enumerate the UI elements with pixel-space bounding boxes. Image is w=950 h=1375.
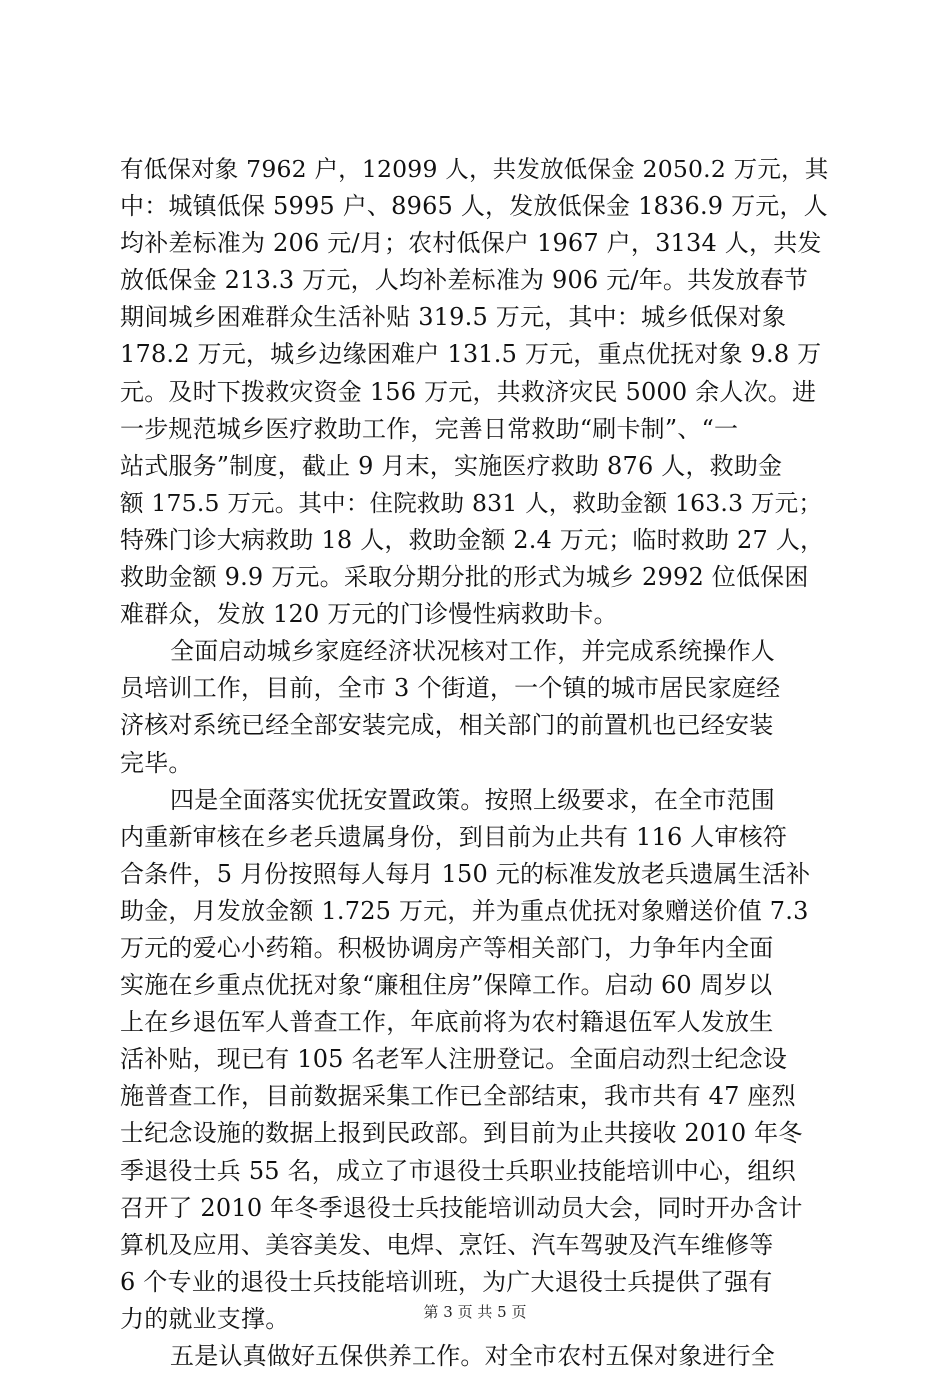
text-line: 季退役士兵 55 名，成立了市退役士兵职业技能培训中心，组织	[120, 1156, 796, 1185]
text-line: 实施在乡重点优抚对象“廉租住房”保障工作。启动 60 周岁以	[120, 971, 773, 1000]
text-line: 期间城乡困难群众生活补贴 319.5 万元，其中：城乡低保对象	[120, 303, 787, 332]
text-line: 召开了 2010 年冬季退役士兵技能培训动员大会，同时开办含计	[120, 1193, 803, 1222]
text-line: 士纪念设施的数据上报到民政部。到目前为止共接收 2010 年冬	[120, 1119, 803, 1148]
document-body	[120, 151, 836, 1375]
text-line: 万元的爱心小药箱。积极协调房产等相关部门，力争年内全面	[120, 933, 774, 962]
text-line: 难群众，发放 120 万元的门诊慢性病救助卡。	[120, 600, 618, 629]
text-line: 有低保对象 7962 户，12099 人，共发放低保金 2050.2 万元，其	[120, 155, 829, 183]
text-line: 特殊门诊大病救助 18 人，救助金额 2.4 万元；临时救助 27 人，	[120, 525, 825, 554]
page-footer	[0, 1302, 950, 1322]
text-line: 放低保金 213.3 万元，人均补差标准为 906 元/年。共发放春节	[120, 266, 809, 295]
text-line: 完毕。	[120, 748, 193, 777]
page-number-label: 第 3 页 共 5 页	[423, 1303, 527, 1321]
text-line: 合条件，5 月份按照每人每月 150 元的标准发放老兵遗属生活补	[120, 859, 811, 888]
text-line: 施普查工作，目前数据采集工作已全部结束，我市共有 47 座烈	[120, 1082, 796, 1111]
text-line: 上在乡退伍军人普查工作，年底前将为农村籍退伍军人发放生	[120, 1008, 774, 1037]
text-line: 额 175.5 万元。其中：住院救助 831 人，救助金额 163.3 万元；	[120, 488, 823, 517]
text-line: 中：城镇低保 5995 户、8965 人，发放低保金 1836.9 万元，人	[120, 192, 828, 221]
text-line: 员培训工作，目前，全市 3 个街道，一个镇的城市居民家庭经	[120, 674, 781, 703]
text-line: 算机及应用、美容美发、电焊、烹饪、汽车驾驶及汽车维修等	[120, 1230, 774, 1259]
text-line: 内重新审核在乡老兵遗属身份，到目前为止共有 116 人审核符	[120, 822, 788, 851]
text-line: 一步规范城乡医疗救助工作，完善日常救助“刷卡制”、“一	[120, 414, 739, 443]
text-line: 6 个专业的退役士兵技能培训班，为广大退役士兵提供了强有	[120, 1267, 773, 1296]
text-line: 178.2 万元，城乡边缘困难户 131.5 万元，重点优抚对象 9.8 万	[120, 340, 822, 369]
text-line: 均补差标准为 206 元/月；农村低保户 1967 户，3134 人，共发	[120, 229, 822, 258]
text-line: 活补贴，现已有 105 名老军人注册登记。全面启动烈士纪念设	[120, 1045, 788, 1074]
paragraph-start-line: 四是全面落实优抚安置政策。按照上级要求，在全市范围	[170, 785, 775, 814]
paragraph-start-line: 全面启动城乡家庭经济状况核对工作，并完成系统操作人	[170, 637, 775, 666]
paragraph-start-line: 五是认真做好五保供养工作。对全市农村五保对象进行全	[170, 1342, 775, 1370]
text-line: 助金，月发放金额 1.725 万元，并为重点优抚对象赠送价值 7.3	[120, 896, 809, 925]
text-line: 站式服务”制度，截止 9 月末，实施医疗救助 876 人，救助金	[120, 451, 783, 480]
text-line: 力的就业支撑。	[120, 1304, 290, 1333]
text-line: 救助金额 9.9 万元。采取分期分批的形式为城乡 2992 位低保困	[120, 563, 809, 592]
text-line: 济核对系统已经全部安装完成，相关部门的前置机也已经安装	[120, 711, 774, 740]
text-line: 元。及时下拨救灾资金 156 万元，共救济灾民 5000 余人次。进	[120, 377, 817, 406]
